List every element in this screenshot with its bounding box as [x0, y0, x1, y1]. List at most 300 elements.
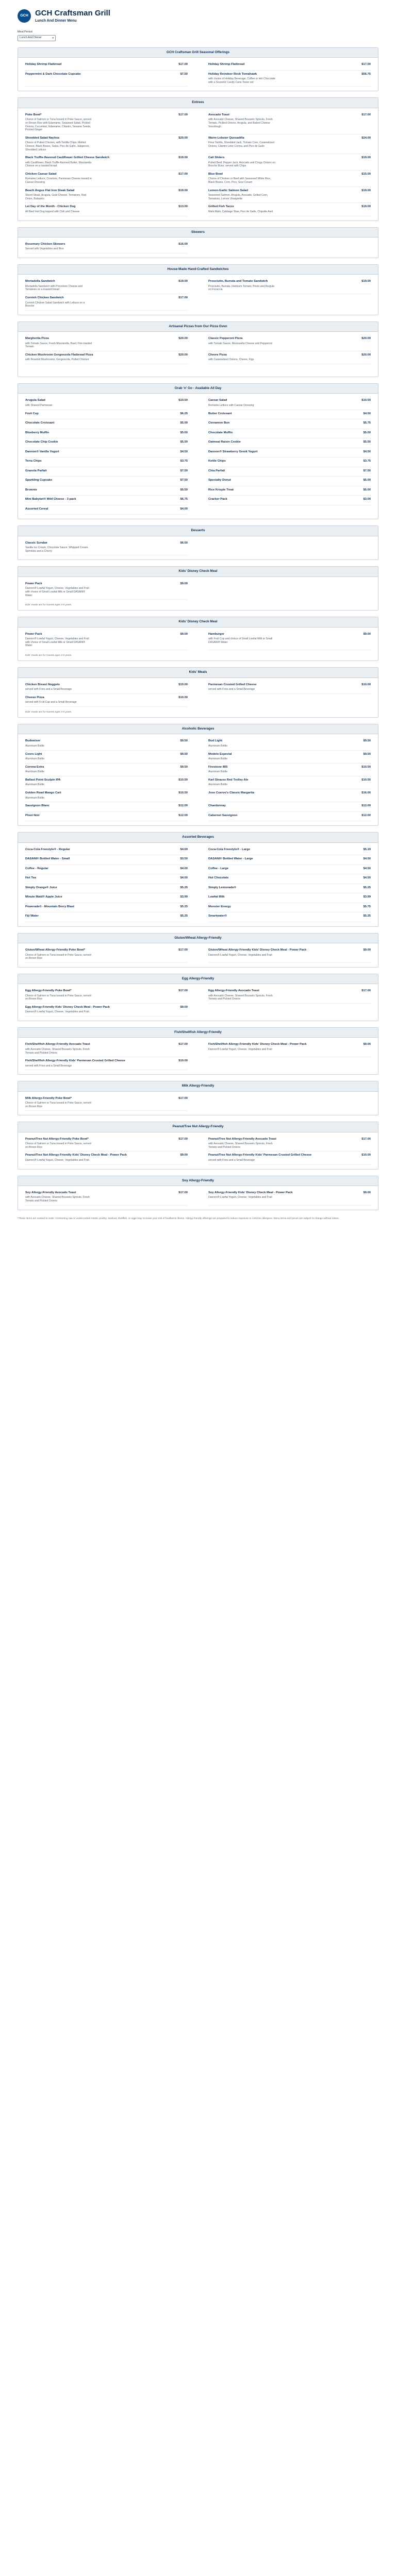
menu-item-header: [25, 848, 188, 852]
menu-item-name: Fish/Shellfish Allergy-Friendly Kids' Disney Check Meal - Power Pack: [208, 1043, 307, 1046]
menu-item: [208, 1004, 371, 1016]
menu-item-header: [25, 541, 188, 546]
menu-item: [25, 539, 188, 556]
section-note: Kids' meals are for Guests ages 3-9 years.: [25, 654, 72, 657]
menu-item-name: Kettle Chips: [208, 460, 226, 463]
menu-item-price: $3.75: [180, 460, 188, 463]
menu-item-price: $5.25: [363, 886, 371, 889]
section-title: Kids' Meals: [18, 668, 378, 677]
menu-disclaimer: *These items are cooked to order. Consuming raw or undercooked meats, poultry, seafood, shellfish, or eggs may increase your risk of foodborne illness. Allergy-friendly offerings are prepared to reduce exposure to common allergens. Menu items and prices are subject to change without notice.: [18, 1217, 340, 1220]
menu-item: [208, 1189, 371, 1206]
menu-item-name: Chicken Caesar Salad: [25, 172, 57, 176]
menu-item-header: [208, 948, 371, 953]
menu-item-name: Brownie: [25, 488, 37, 492]
menu-item: [208, 203, 371, 216]
menu-item: [25, 477, 188, 486]
menu-item: [25, 580, 188, 600]
menu-item-price: $5.50: [180, 440, 188, 444]
menu-item-price: $24.00: [361, 136, 371, 140]
menu-item: [208, 505, 371, 515]
menu-item-header: [208, 766, 371, 770]
menu-item-description: with Cauliflower, Black Truffle-flavored Butter, Mozzarella Cheese on a toasted bread: [25, 161, 92, 168]
menu-item-name: Caesar Salad: [208, 399, 227, 402]
menu-item: [25, 419, 188, 429]
menu-item-header: [208, 683, 371, 687]
menu-item-header: [25, 156, 188, 160]
menu-item-price: $16.00: [178, 242, 188, 246]
menu-item-name: Butter Croissant: [208, 412, 232, 415]
menu-item-price: $4.00: [180, 507, 188, 511]
menu-item: [208, 1041, 371, 1057]
section-title: Alcoholic Beverages: [18, 724, 378, 734]
menu-item: [25, 410, 188, 420]
menu-item-description: Aluminum Bottle: [25, 757, 45, 761]
menu-item-header: [208, 753, 371, 757]
menu-item: [208, 410, 371, 420]
menu-item-description: served with Fries and a Small Beverage: [208, 1158, 255, 1162]
menu-item-name: Classic Sundae: [25, 541, 47, 545]
menu-item-header: [208, 280, 371, 284]
menu-section: [18, 47, 378, 92]
menu-item: [25, 874, 188, 884]
menu-item-header: [208, 488, 371, 493]
menu-item-price: $9.00: [180, 582, 188, 585]
menu-item-price: $17.00: [178, 1191, 188, 1194]
menu-item: [208, 580, 371, 600]
menu-item-header: [25, 1191, 188, 1195]
menu-item: [25, 694, 188, 707]
menu-item-header: [208, 450, 371, 454]
menu-item-name: Assorted Cereal: [25, 507, 48, 511]
menu-item-name: Fiji Water: [25, 914, 39, 918]
menu-item: [25, 946, 188, 963]
chevron-down-icon: ▾: [52, 36, 54, 40]
menu-item-header: [25, 791, 188, 795]
menu-item-header: [208, 914, 371, 919]
menu-item: [208, 187, 371, 204]
menu-item: [208, 61, 371, 71]
menu-item-header: [25, 243, 188, 247]
section-title: Egg Allergy-Friendly: [18, 974, 378, 984]
menu-item-grid: [18, 332, 378, 377]
menu-item-name: Cheese Pizza: [25, 696, 44, 699]
menu-item-price: $10.00: [178, 1059, 188, 1063]
menu-item-price: $9.00: [363, 948, 371, 952]
menu-item-name: Lowfat Milk: [208, 895, 225, 899]
menu-item-name: Blue Bowl: [208, 172, 223, 176]
menu-item: [25, 631, 188, 650]
menu-item: [208, 764, 371, 776]
menu-item-description: Dannon® Lowfat Yogurt, Cheese, Vegetables and Fruit with choice of Small Lowfat Milk or Small DASANI® Water: [25, 637, 89, 648]
menu-item-price: $9.00: [180, 1005, 188, 1009]
menu-item-price: $3.00: [363, 498, 371, 501]
menu-item-price: $4.50: [363, 450, 371, 453]
menu-item-price: $4.50: [363, 867, 371, 870]
menu-item-grid: [18, 536, 378, 560]
menu-item-description: with Caramelized Onions, Chevre, Figs: [208, 358, 254, 362]
menu-item-header: [25, 876, 188, 880]
menu-item-name: Egg Allergy-Friendly Kids' Disney Check Meal - Power Pack: [25, 1005, 110, 1009]
menu-item-name: Hot Tea: [25, 876, 36, 880]
menu-item: [208, 912, 371, 922]
menu-item-price: $10.00: [361, 683, 371, 686]
menu-item-price: $5.19: [363, 848, 371, 851]
menu-item-name: Minute Maid® Apple Juice: [25, 895, 62, 899]
menu-item-name: Coffee - Regular: [25, 867, 48, 870]
menu-item-name: Gluten/Wheat Allergy-Friendly Kids' Disney Check Meal - Power Pack: [208, 948, 307, 952]
menu-item-price: $56.75: [361, 72, 371, 76]
meal-period-select[interactable]: [18, 35, 56, 41]
menu-item-header: [25, 1097, 188, 1101]
header-text: [35, 9, 110, 23]
menu-item-price: $3.50: [180, 857, 188, 861]
menu-item: [25, 751, 188, 764]
menu-item-description: Aluminum Bottle: [25, 744, 45, 748]
menu-item-header: [25, 137, 188, 141]
menu-item: [208, 874, 371, 884]
menu-item-grid: [18, 108, 378, 221]
menu-item-grid: [18, 984, 378, 1021]
menu-item-price: $12.00: [361, 804, 371, 808]
menu-item: [208, 171, 371, 187]
menu-item-name: Black Truffle-flavored Cauliflower Grilled Cheese Sandwich: [25, 156, 110, 160]
menu-item: [208, 278, 371, 294]
menu-item-name: Coffee - Large: [208, 867, 228, 870]
menu-item-price: $4.69: [180, 848, 188, 851]
menu-item: [208, 987, 371, 1004]
menu-item-price: $4.50: [180, 450, 188, 453]
menu-item-header: [208, 421, 371, 426]
menu-item-name: Parmesan Crusted Grilled Cheese: [208, 683, 257, 686]
menu-item-grid: [18, 1186, 378, 1210]
menu-item-name: Fruit Cup: [25, 412, 39, 415]
menu-item: [208, 486, 371, 496]
menu-item-name: Peanut/Tree Nut Allergy-Friendly Kids' Disney Check Meal - Power Pack: [25, 1154, 127, 1157]
menu-item-header: [208, 739, 371, 743]
menu-item-description: Choice of Salmon or Tuna tossed in Poke Sauce, served on Brown Rice: [25, 994, 91, 1001]
menu-item-name: Soy Allergy-Friendly Avocado Toast: [25, 1191, 76, 1194]
menu-item: [208, 364, 371, 372]
menu-item-description: with Shaved Parmesan: [25, 403, 53, 407]
menu-item-header: [208, 905, 371, 909]
menu-item-price: $5.25: [180, 914, 188, 918]
menu-item: [25, 187, 188, 204]
menu-item: [25, 203, 188, 216]
menu-item-name: DASANI® Bottled Water - Small: [25, 857, 70, 861]
menu-item-grid: [18, 943, 378, 967]
menu-item-price: $20.00: [361, 353, 371, 357]
menu-item-description: Choice of Salmon or Tuna tossed in Poke Sauce, served on Brown Rice: [25, 953, 91, 960]
menu-item-header: [25, 633, 188, 637]
menu-item-header: [25, 753, 188, 757]
menu-item: [208, 467, 371, 477]
menu-item-name: Power Pack: [25, 632, 42, 636]
menu-item-name: Avocado Toast: [208, 113, 229, 116]
menu-item-price: $10.50: [178, 399, 188, 402]
menu-item: [25, 1136, 188, 1152]
menu-item-name: Egg Allergy-Friendly Avocado Toast: [208, 989, 259, 993]
menu-item-name: Modelo Especial: [208, 752, 232, 756]
menu-item-description: Choice of Pulled Chicken, with Tortilla Chips, Melted Cheese, Black Beans, Salsa, Pico de Gallo, Jalapenos, Shredded Lettuce: [25, 141, 90, 151]
menu-item-name: Chardonnay: [208, 804, 226, 808]
menu-item: [208, 1057, 371, 1070]
menu-item-name: Cracker Pack: [208, 498, 227, 501]
section-title: GCH Craftsman Grill Seasonal Offerings: [18, 48, 378, 58]
menu-item-price: $5.50: [363, 440, 371, 444]
menu-item-price: $10.00: [361, 1154, 371, 1157]
menu-item-name: Chicken Mushroom Gorgonzola Flatbread Pizza: [25, 353, 93, 357]
menu-section: [18, 227, 378, 258]
menu-item-description: Aluminum Bottle: [25, 770, 45, 774]
section-note: Kids' meals are for Guests ages 3-9 years.: [25, 710, 72, 714]
menu-item-price: $19.00: [178, 156, 188, 160]
menu-item-header: [208, 73, 371, 77]
menu-item: [25, 364, 188, 372]
restaurant-header: [18, 9, 378, 23]
menu-item-header: [25, 296, 188, 300]
menu-item-price: $20.00: [361, 337, 371, 341]
menu-item-grid: [18, 1038, 378, 1074]
menu-item-header: [208, 1043, 371, 1047]
menu-item: [25, 438, 188, 448]
menu-item-name: Arugula Salad: [25, 399, 45, 402]
menu-item: [25, 111, 188, 134]
menu-item: [208, 789, 371, 802]
menu-item-price: $12.00: [178, 804, 188, 808]
menu-section: [18, 264, 378, 315]
menu-item-description: with Avocado Cheese, Shaved Brussels Sprouts, Fresh Tomato and Pickled Onions: [208, 994, 273, 1001]
menu-item: [208, 429, 371, 439]
menu-item-description: Served with Vegetables and Rice: [25, 247, 64, 251]
menu-item-header: [25, 280, 188, 284]
menu-item-header: [25, 421, 188, 426]
menu-item-description: with choice of Holiday Beverage, Coffee or Hot Chocolate with a Souvenir Candy Cane Tower set: [208, 77, 275, 84]
menu-item-description: Dannon® Lowfat Yogurt, Cheese, Vegetables and Fruit with choice of Small Lowfat Milk or Small DASANI® Water: [25, 587, 89, 597]
menu-item-price: $13.00: [178, 205, 188, 209]
menu-item: [25, 351, 188, 364]
menu-item-header: [208, 886, 371, 890]
menu-item-description: Aluminum Bottle: [208, 757, 228, 761]
menu-item-price: $12.00: [178, 814, 188, 817]
menu-item-header: [25, 766, 188, 770]
menu-item-header: [25, 814, 188, 818]
menu-item: [25, 335, 188, 351]
menu-item: [208, 111, 371, 134]
menu-section: [18, 566, 378, 611]
menu-item-name: Cornish Chicken Sandwich: [25, 296, 64, 300]
menu-item: [208, 1095, 371, 1111]
section-title: Assorted Beverages: [18, 833, 378, 842]
menu-item-name: Fish/Shellfish Allergy-Friendly Avocado Toast: [25, 1043, 90, 1046]
menu-item-header: [208, 804, 371, 808]
menu-item: [208, 1136, 371, 1152]
menu-item-header: [25, 804, 188, 808]
menu-item-name: Granola Parfait: [25, 469, 47, 472]
menu-item: [25, 71, 188, 87]
menu-item: [25, 278, 188, 294]
menu-item-name: Margherita Pizza: [25, 337, 49, 341]
menu-item-name: Simply Lemonade®: [208, 886, 236, 889]
menu-item-grid: [18, 1132, 378, 1169]
menu-item-name: Lei Day of the Month - Chicken Dog: [25, 205, 76, 209]
menu-item-name: Coca-Cola Freestyle® - Large: [208, 848, 250, 851]
menu-item-price: $4.00: [180, 867, 188, 870]
section-title: Peanut/Tree Nut Allergy-Friendly: [18, 1122, 378, 1132]
menu-item-price: $9.50: [180, 765, 188, 769]
menu-item-name: Peanut/Tree Nut Allergy-Friendly Avocado Toast: [208, 1137, 276, 1141]
menu-item-name: Monster Energy: [208, 905, 231, 908]
menu-item-price: $10.50: [361, 399, 371, 402]
menu-item-header: [208, 989, 371, 993]
menu-item-header: [25, 895, 188, 900]
menu-item-description: with Tomato Sauce, Fresh Mozzarella, Basil, Fire-roasted Tomato: [25, 342, 92, 349]
menu-item-header: [25, 431, 188, 435]
menu-item-price: $9.00: [180, 1154, 188, 1157]
menu-item-header: [25, 353, 188, 358]
menu-item-price: $4.00: [180, 876, 188, 880]
menu-item-description: with Avocado Cheese, Shaved Brussels Sprouts, Fresh Tomato and Pickled Onions: [25, 1196, 90, 1203]
menu-item-name: Peanut/Tree Nut Allergy-Friendly Poke Bowl*: [25, 1137, 89, 1141]
menu-item-description: All Beef Hot Dog topped with Chili and Cheese: [25, 210, 80, 213]
menu-item: [208, 438, 371, 448]
section-title: Desserts: [18, 526, 378, 536]
menu-item-grid: [18, 275, 378, 315]
menu-item-price: $9.50: [180, 739, 188, 743]
menu-item-price: $9.50: [180, 752, 188, 756]
menu-item-price: $17.00: [178, 172, 188, 176]
menu-item: [208, 1151, 371, 1164]
menu-item: [25, 846, 188, 856]
menu-item: [208, 457, 371, 467]
meal-period-value: Lunch And Dinner: [20, 36, 42, 40]
menu-item-name: Dannon® Vanilla Yogurt: [25, 450, 59, 453]
menu-item-name: Bud Light: [208, 739, 223, 743]
menu-item-description: Dannon® Lowfat Yogurt, Cheese, Vegetables and Fruit: [25, 1158, 89, 1162]
menu-item-header: [25, 1059, 188, 1063]
menu-item-grid: [18, 394, 378, 519]
menu-item-header: [208, 1191, 371, 1195]
menu-item-price: $17.00: [178, 989, 188, 993]
menu-item: [25, 294, 188, 311]
menu-item-header: [25, 989, 188, 993]
menu-item: [25, 912, 188, 922]
menu-item-price: $5.00: [363, 488, 371, 492]
menu-item-price: $17.00: [178, 1043, 188, 1046]
menu-item-name: Corona Extra: [25, 765, 44, 769]
menu-item-price: $19.00: [361, 189, 371, 192]
menu-item-name: Sparkling Cupcake: [25, 479, 53, 482]
menu-item: [208, 351, 371, 364]
menu-item-header: [25, 886, 188, 890]
menu-section: [18, 1027, 378, 1075]
menu-item-header: [25, 450, 188, 454]
menu-item-price: $4.50: [363, 857, 371, 861]
menu-item-header: [25, 867, 188, 871]
menu-item-header: [208, 399, 371, 403]
menu-item-price: $12.00: [361, 814, 371, 817]
menu-item-description: with Fruit Cup and choice of Small Lowfat Milk or Small DASANI® Water: [208, 637, 273, 644]
menu-item-description: Dannon® Lowfat Yogurt, Cheese, Vegetables and Fruit: [208, 1196, 272, 1199]
menu-item-name: Mortadella Sandwich: [25, 280, 55, 283]
menu-section: [18, 617, 378, 661]
menu-item-header: [208, 814, 371, 818]
menu-section: [18, 97, 378, 221]
menu-item-name: Mini Babybel® Mild Cheese - 3 pack: [25, 498, 76, 501]
menu-item-name: Smartwater®: [208, 914, 227, 918]
menu-item-name: Chocolate Croissant: [25, 421, 55, 425]
menu-item-description: Dannon® Lowfat Yogurt, Cheese, Vegetables and Fruit: [25, 1010, 89, 1014]
menu-item-price: $17.00: [178, 948, 188, 952]
menu-item-header: [25, 498, 188, 502]
menu-item-price: $10.00: [178, 683, 188, 686]
menu-item-price: $9.00: [363, 1043, 371, 1046]
menu-section: [18, 1081, 378, 1115]
menu-item-header: [208, 156, 371, 160]
menu-item-grid: [18, 238, 378, 258]
menu-item: [25, 855, 188, 865]
menu-item-header: [25, 1154, 188, 1158]
menu-item-header: [25, 1138, 188, 1142]
menu-item-header: [208, 173, 371, 177]
menu-item-header: [25, 189, 188, 193]
menu-item-header: [208, 633, 371, 637]
menu-item: [25, 171, 188, 187]
menu-item-name: Poke Bowl*: [25, 113, 42, 116]
menu-item-header: [25, 73, 188, 77]
menu-item-price: $19.00: [178, 280, 188, 283]
menu-item-header: [208, 337, 371, 341]
menu-item-price: $5.00: [180, 431, 188, 434]
menu-section: [18, 974, 378, 1021]
menu-item-name: Gluten/Wheat Allergy-Friendly Poke Bowl*: [25, 948, 86, 952]
menu-item-price: $9.00: [363, 632, 371, 636]
menu-item-header: [208, 1138, 371, 1142]
menu-item-description: Aluminum Bottle: [25, 783, 45, 787]
menu-item-name: Rice Krispie Treat: [208, 488, 234, 492]
menu-item-name: Holiday Shrimp Flatbread: [25, 63, 62, 66]
menu-item-name: Holiday Reindeer Rock Tomahawk: [208, 72, 257, 76]
menu-item: [208, 154, 371, 171]
menu-item-description: Mahi-Mahi, Cabbage Slaw, Pico de Gallo, Chipotle Aioli: [208, 210, 273, 213]
menu-item: [208, 865, 371, 875]
menu-item-price: $5.50: [180, 488, 188, 492]
menu-page: [0, 0, 396, 1236]
menu-item-description: Dannon® Lowfat Yogurt, Cheese, Vegetables and Fruit: [208, 1047, 272, 1051]
menu-item: [208, 448, 371, 458]
menu-item-grid: [18, 1092, 378, 1115]
menu-item-name: Golden Road Mango Cart: [25, 791, 61, 794]
menu-item-description: Aluminum Bottle: [208, 744, 228, 748]
menu-item-price: $10.50: [361, 765, 371, 769]
menu-item-name: Peppermint & Dark Chocolate Cupcake: [25, 72, 81, 76]
section-title: House-Made Hand-Crafted Sandwiches: [18, 265, 378, 275]
menu-item-header: [25, 1006, 188, 1010]
menu-item: [25, 1041, 188, 1057]
menu-item-description: Romaine Lettuce with Caesar Dressing: [208, 403, 254, 407]
meal-period-label: Meal Period: [18, 30, 32, 33]
menu-item: [25, 681, 188, 694]
menu-item-header: [208, 412, 371, 416]
page-subtitle: Lunch And Dinner Menu: [35, 19, 77, 23]
menu-item-price: $3.99: [363, 895, 371, 899]
menu-item-description: served with Fruit Cup and a Small Beverage: [25, 701, 77, 704]
menu-item-name: Chicken Breast Nuggets: [25, 683, 60, 686]
menu-item: [208, 812, 371, 822]
menu-item-price: $7.50: [180, 479, 188, 482]
menu-item-header: [208, 63, 371, 67]
menu-item-name: Peanut/Tree Nut Allergy-Friendly Kids' Parmesan Crusted Grilled Cheese: [208, 1154, 312, 1157]
menu-item: [208, 397, 371, 410]
